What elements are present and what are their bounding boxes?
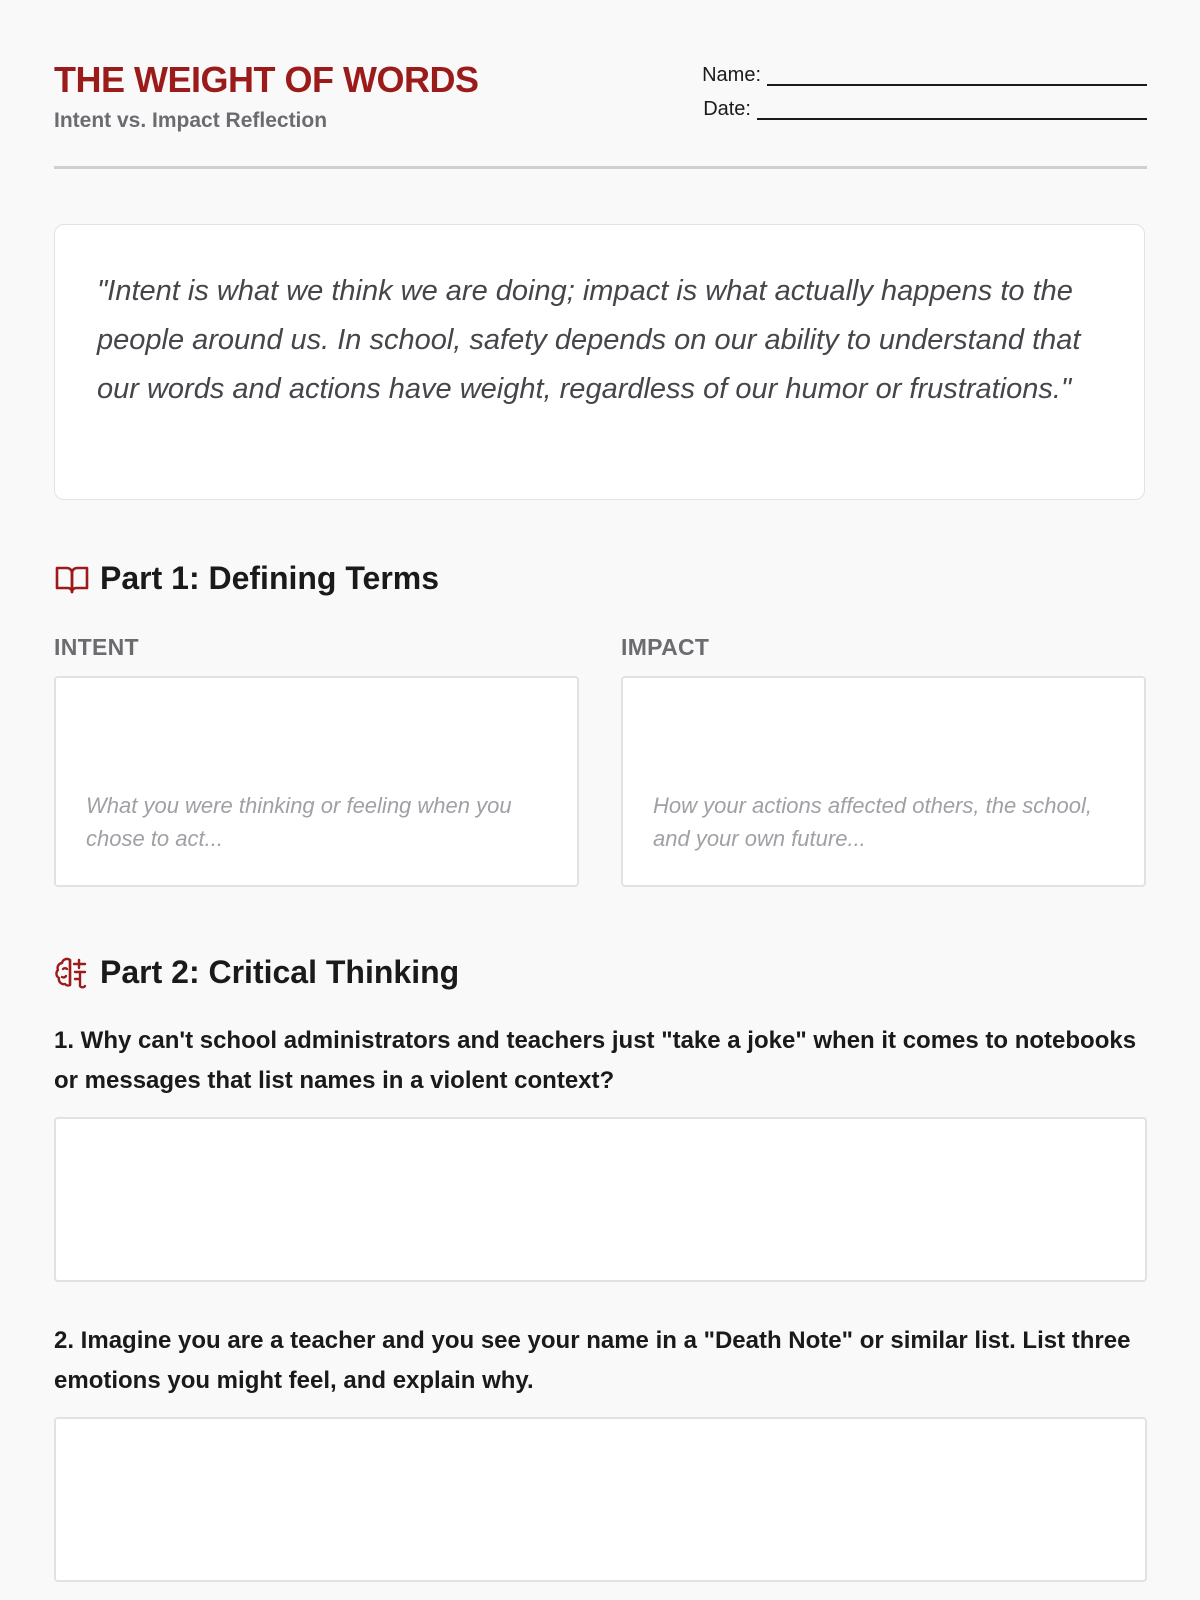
question-1: 1. Why can't school administrators and teachers just "take a joke" when it comes to notebooks or messages that list names in a violent context? [54, 1027, 1137, 1094]
header-divider [54, 166, 1147, 169]
impact-hint: How your actions affected others, the school, and your own future... [653, 793, 1093, 851]
name-label: Name: [702, 64, 761, 86]
part1-heading-text: Part 1: Defining Terms [100, 560, 440, 596]
page-title: THE WEIGHT OF WORDS [54, 59, 479, 100]
question-2: 2. Imagine you are a teacher and you see your name in a "Death Note" or similar list. List three emotions you might feel, and explain why. [54, 1327, 1131, 1394]
date-field[interactable] [757, 98, 1147, 120]
student-info [687, 58, 1147, 126]
answer-2-field[interactable] [54, 1417, 1147, 1582]
impact-column [621, 630, 1146, 887]
intent-field[interactable] [54, 676, 579, 887]
brain-icon [54, 955, 90, 991]
part2-heading-text: Part 2: Critical Thinking [100, 954, 460, 990]
name-field[interactable] [767, 64, 1147, 86]
worksheet-page [54, 0, 1147, 1600]
intent-label: INTENT [54, 634, 139, 660]
book-icon [54, 561, 90, 597]
header [54, 58, 1147, 170]
date-label: Date: [703, 98, 751, 120]
part2-heading [54, 954, 459, 991]
date-row [687, 92, 1147, 126]
quote-box [54, 224, 1145, 500]
impact-field[interactable] [621, 676, 1146, 887]
impact-label: IMPACT [621, 634, 710, 660]
name-row [687, 58, 1147, 92]
intent-hint: What you were thinking or feeling when you chose to act... [86, 793, 512, 851]
answer-1-field[interactable] [54, 1117, 1147, 1282]
part1-heading [54, 560, 439, 597]
quote-text: "Intent is what we think we are doing; impact is what actually happens to the people around us. In school, safety depends on our ability to understand that our words and actions have weight, regardless of our humor or frustrations." [97, 275, 1081, 405]
intent-column [54, 630, 579, 887]
page-subtitle: Intent vs. Impact Reflection [54, 109, 328, 132]
